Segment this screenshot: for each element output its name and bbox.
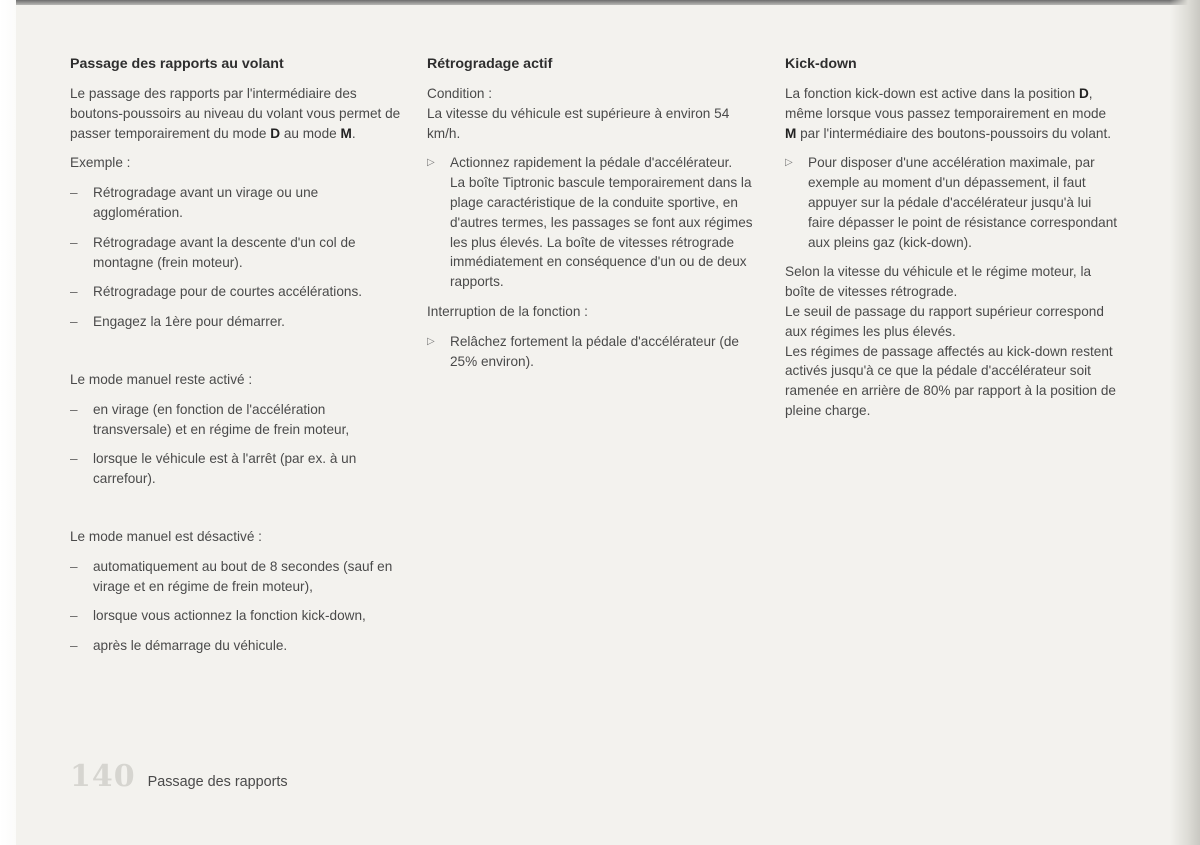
interrupt-label: Interruption de la fonction : [427,303,588,319]
dash-bullet: – [70,451,78,467]
condition-label: Condition : [427,86,492,101]
list-item: – automatiquement au bout de 8 secondes (sauf en virage et en régime de frein moteur), [70,558,393,594]
dash-bullet: – [70,401,78,417]
list-item: ▷ Pour disposer d'une accélération maximale, par exemple au moment d'un dépassement, il faut appuyer sur la pédale d'accélérateur jusqu'à lui faire dépasser le point de résistance correspondant aux pleins gaz (kick-down). [785,155,1118,250]
arrow-bullet-icon: ▷ [785,157,793,169]
dash-bullet: – [70,284,78,300]
column-active-downshift [427,55,762,381]
heading-manual-shifting: Passage des rapports au volant [70,56,284,72]
list-item: ▷ Actionnez rapidement la pédale d'accélérateur. La boîte Tiptronic bascule temporairement dans la plage caractéristique de la conduite sportive, en d'autres termes, les passages se font aux régimes les plus élevés. La boîte de vitesses rétrograde immédiatement en conséquence d'un ou de deux rapports. [427,155,753,290]
dash-bullet: – [70,234,78,250]
page-number: 140 [70,759,136,794]
page-right-edge [1170,0,1200,845]
list-item: – lorsque le véhicule est à l'arrêt (par ex. à un carrefour). [70,451,357,487]
kick-down-details: Selon la vitesse du véhicule et le régime moteur, la boîte de vitesses rétrograde. Le seuil de passage du rapport supérieur correspond aux régimes les plus élevés. Les régimes de passage affectés au kick-down restent activés jusqu'à ce que la pédale d'accélérateur soit ramenée en arrière de 80% par rapport à la position de pleine charge. [785,264,1116,418]
heading-active-downshift: Rétrogradage actif [427,56,553,72]
dash-bullet: – [70,314,78,330]
page-left-edge [0,0,16,845]
list-item: – en virage (en fonction de l'accélération transversale) et en régime de frein moteur, [70,401,350,437]
list-item: ▷ Relâchez fortement la pédale d'accélérateur (de 25% environ). [427,333,739,369]
list-item: – lorsque vous actionnez la fonction kick-down, [70,606,405,626]
heading-kick-down: Kick-down [785,56,857,72]
manual-shifting-intro: Le passage des rapports par l'intermédiaire des boutons-poussoirs au niveau du volant vous permet de passer temporairement du mode D au mode M. [70,86,401,141]
dash-bullet: – [70,185,78,201]
page-top-edge [0,0,1200,5]
manual-inactive-label: Le mode manuel est désactivé : [70,528,262,544]
list-item: – Rétrogradage avant un virage ou une agglomération. [70,185,319,220]
list-item: – Rétrogradage avant la descente d'un col de montagne (frein moteur). [70,234,356,270]
condition-text: La vitesse du véhicule est supérieure à environ 54 km/h. [427,105,730,141]
column-manual-shifting [70,55,405,666]
downshift-steps [427,153,762,292]
dash-bullet: – [70,638,78,654]
interrupt-steps [427,332,762,372]
list-item: – Rétrogradage pour de courtes accélérations. [70,282,405,302]
list-item: – après le démarrage du véhicule. [70,636,405,656]
arrow-bullet-icon: ▷ [427,335,435,347]
manual-active-label: Le mode manuel reste activé : [70,371,253,387]
dash-bullet: – [70,608,78,624]
example-list [70,183,405,332]
manual-active-list [70,400,405,489]
arrow-bullet-icon: ▷ [427,157,435,169]
example-label: Exemple : [70,155,131,171]
dash-bullet: – [70,558,78,574]
section-title: Passage des rapports [147,774,288,790]
condition-block [427,84,762,143]
kick-down-steps [785,153,1120,252]
kick-down-intro: La fonction kick-down est active dans la position D, même lorsque vous passez temporairement en mode M par l'intermédiaire des boutons-poussoirs du volant. [785,86,1111,141]
page-footer [70,759,288,794]
manual-inactive-list [70,557,405,656]
column-kick-down [785,55,1120,431]
list-item: – Engagez la 1ère pour démarrer. [70,312,405,332]
